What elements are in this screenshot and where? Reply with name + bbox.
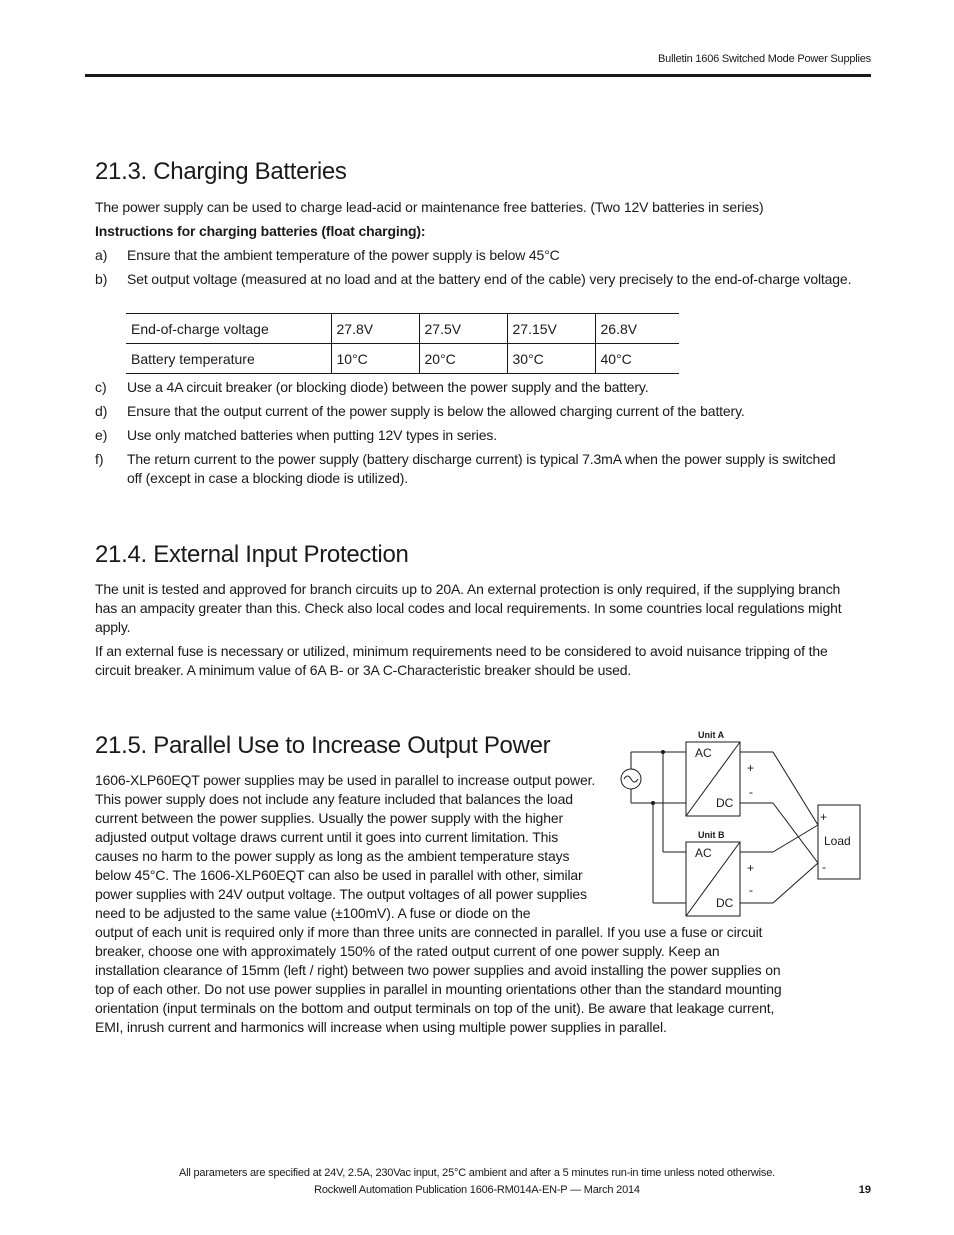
list-item: Use a 4A circuit breaker (or blocking diode) between the power supply and the battery. xyxy=(127,379,649,395)
page-number: 19 xyxy=(858,1184,871,1196)
table-cell: 27.5V xyxy=(419,314,507,344)
unit-b-plus: + xyxy=(747,861,755,875)
text-line: power supplies with 24V output voltage. The output voltages of all power supplies xyxy=(95,886,587,902)
charging-intro: The power supply can be used to charge lead-acid or maintenance free batteries. (Two 12V batteries in series) xyxy=(95,199,764,215)
table-cell: 20°C xyxy=(419,344,507,374)
unit-b-minus: - xyxy=(749,883,753,897)
table-cell: 27.15V xyxy=(507,314,595,344)
text-line: output of each unit is required only if more than three units are connected in parallel. If you use a fuse or circuit xyxy=(95,924,763,940)
list-label: e) xyxy=(95,427,108,443)
text-line: current between the power supplies. Usually the power supply with the higher xyxy=(95,810,563,826)
heading-charging-batteries: 21.3. Charging Batteries xyxy=(95,158,347,185)
heading-external-input-protection: 21.4. External Input Protection xyxy=(95,541,409,568)
text-line: 1606-XLP60EQT power supplies may be used in parallel to increase output power. xyxy=(95,772,596,788)
load-minus: - xyxy=(822,860,826,874)
list-label: b) xyxy=(95,271,108,287)
protection-paragraph-1: The unit is tested and approved for branch circuits up to 20A. An external protection is only required, if the supplying branch has an ampacity greater than this. Check also local codes and local requirements. In some countries local regulations might apply. xyxy=(95,581,842,635)
table-cell: 30°C xyxy=(507,344,595,374)
text-line: top of each other. Do not use power supplies in parallel in mounting orientations other than the standard mounting xyxy=(95,981,782,997)
unit-b-label: Unit B xyxy=(698,830,725,840)
unit-b-ac: AC xyxy=(695,846,712,860)
list-item: Use only matched batteries when putting 12V types in series. xyxy=(127,427,497,443)
list-label: f) xyxy=(95,451,104,467)
protection-paragraph-2: If an external fuse is necessary or utilized, minimum requirements need to be considered to avoid nuisance tripping of the circuit breaker. A minimum value of 6A B- or 3A C-Characteristic breaker should be used. xyxy=(95,643,828,678)
unit-a-minus: - xyxy=(749,785,753,799)
unit-a-label: Unit A xyxy=(698,730,725,740)
table-cell: 26.8V xyxy=(600,320,638,337)
list-item: The return current to the power supply (battery discharge current) is typical 7.3mA when the power supply is switched off (except in case a blocking diode is utilized). xyxy=(127,451,836,486)
table-cell: Battery temperature xyxy=(126,344,331,374)
running-header: Bulletin 1606 Switched Mode Power Supplies xyxy=(658,53,871,65)
junction-dot xyxy=(661,750,665,754)
table-cell: End-of-charge voltage xyxy=(126,314,331,344)
sine-wave-icon xyxy=(624,776,638,782)
unit-b-dc: DC xyxy=(716,896,734,910)
list-item: Ensure that the ambient temperature of the power supply is below 45°C xyxy=(127,247,560,263)
heading-parallel-use: 21.5. Parallel Use to Increase Output Power xyxy=(95,732,551,759)
unit-a-ac: AC xyxy=(695,746,712,760)
table-cell: 10°C xyxy=(331,344,419,374)
list-label: c) xyxy=(95,379,107,395)
list-item: Set output voltage (measured at no load and at the battery end of the cable) very precisely to the end-of-charge voltage. xyxy=(127,271,852,287)
text-line: orientation (input terminals on the bottom and output terminals on top of the unit). Be aware that leakage current, xyxy=(95,1000,775,1016)
text-line: need to be adjusted to the same value (±100mV). A fuse or diode on the xyxy=(95,905,531,921)
text-line: installation clearance of 15mm (left / right) between two power supplies and avoid installing the power supplies on xyxy=(95,962,781,978)
charging-instructions-title: Instructions for charging batteries (float charging): xyxy=(95,223,426,239)
text-line: causes no harm to the power supply as long as the ambient temperature stays xyxy=(95,848,570,864)
list-label: a) xyxy=(95,247,108,263)
list-item: Ensure that the output current of the power supply is below the allowed charging current of the battery. xyxy=(127,403,745,419)
load-label: Load xyxy=(824,834,851,848)
footer-publication: Rockwell Automation Publication 1606-RM014A-EN-P — March 2014 xyxy=(314,1184,640,1196)
text-line: breaker, choose one with approximately 150% of the rated output current of one power supply. Keep an xyxy=(95,943,720,959)
table-cell: 27.8V xyxy=(331,314,419,344)
footer-note: All parameters are specified at 24V, 2.5A, 230Vac input, 25°C ambient and after a 5 minutes run-in time unless noted otherwise. xyxy=(179,1167,775,1179)
unit-a-dc: DC xyxy=(716,796,734,810)
text-line: adjusted output voltage draws current until it goes into current limitation. This xyxy=(95,829,559,845)
text-line: EMI, inrush current and harmonics will increase when using multiple power supplies in parallel. xyxy=(95,1019,667,1035)
load-plus: + xyxy=(820,810,828,824)
junction-dot xyxy=(651,801,655,805)
table-cell: 40°C xyxy=(600,350,632,367)
text-line: below 45°C. The 1606-XLP60EQT can also be used in parallel with other, similar xyxy=(95,867,583,883)
list-label: d) xyxy=(95,403,108,419)
text-line: This power supply does not include any feature included that balances the load xyxy=(95,791,573,807)
unit-a-plus: + xyxy=(747,761,755,775)
